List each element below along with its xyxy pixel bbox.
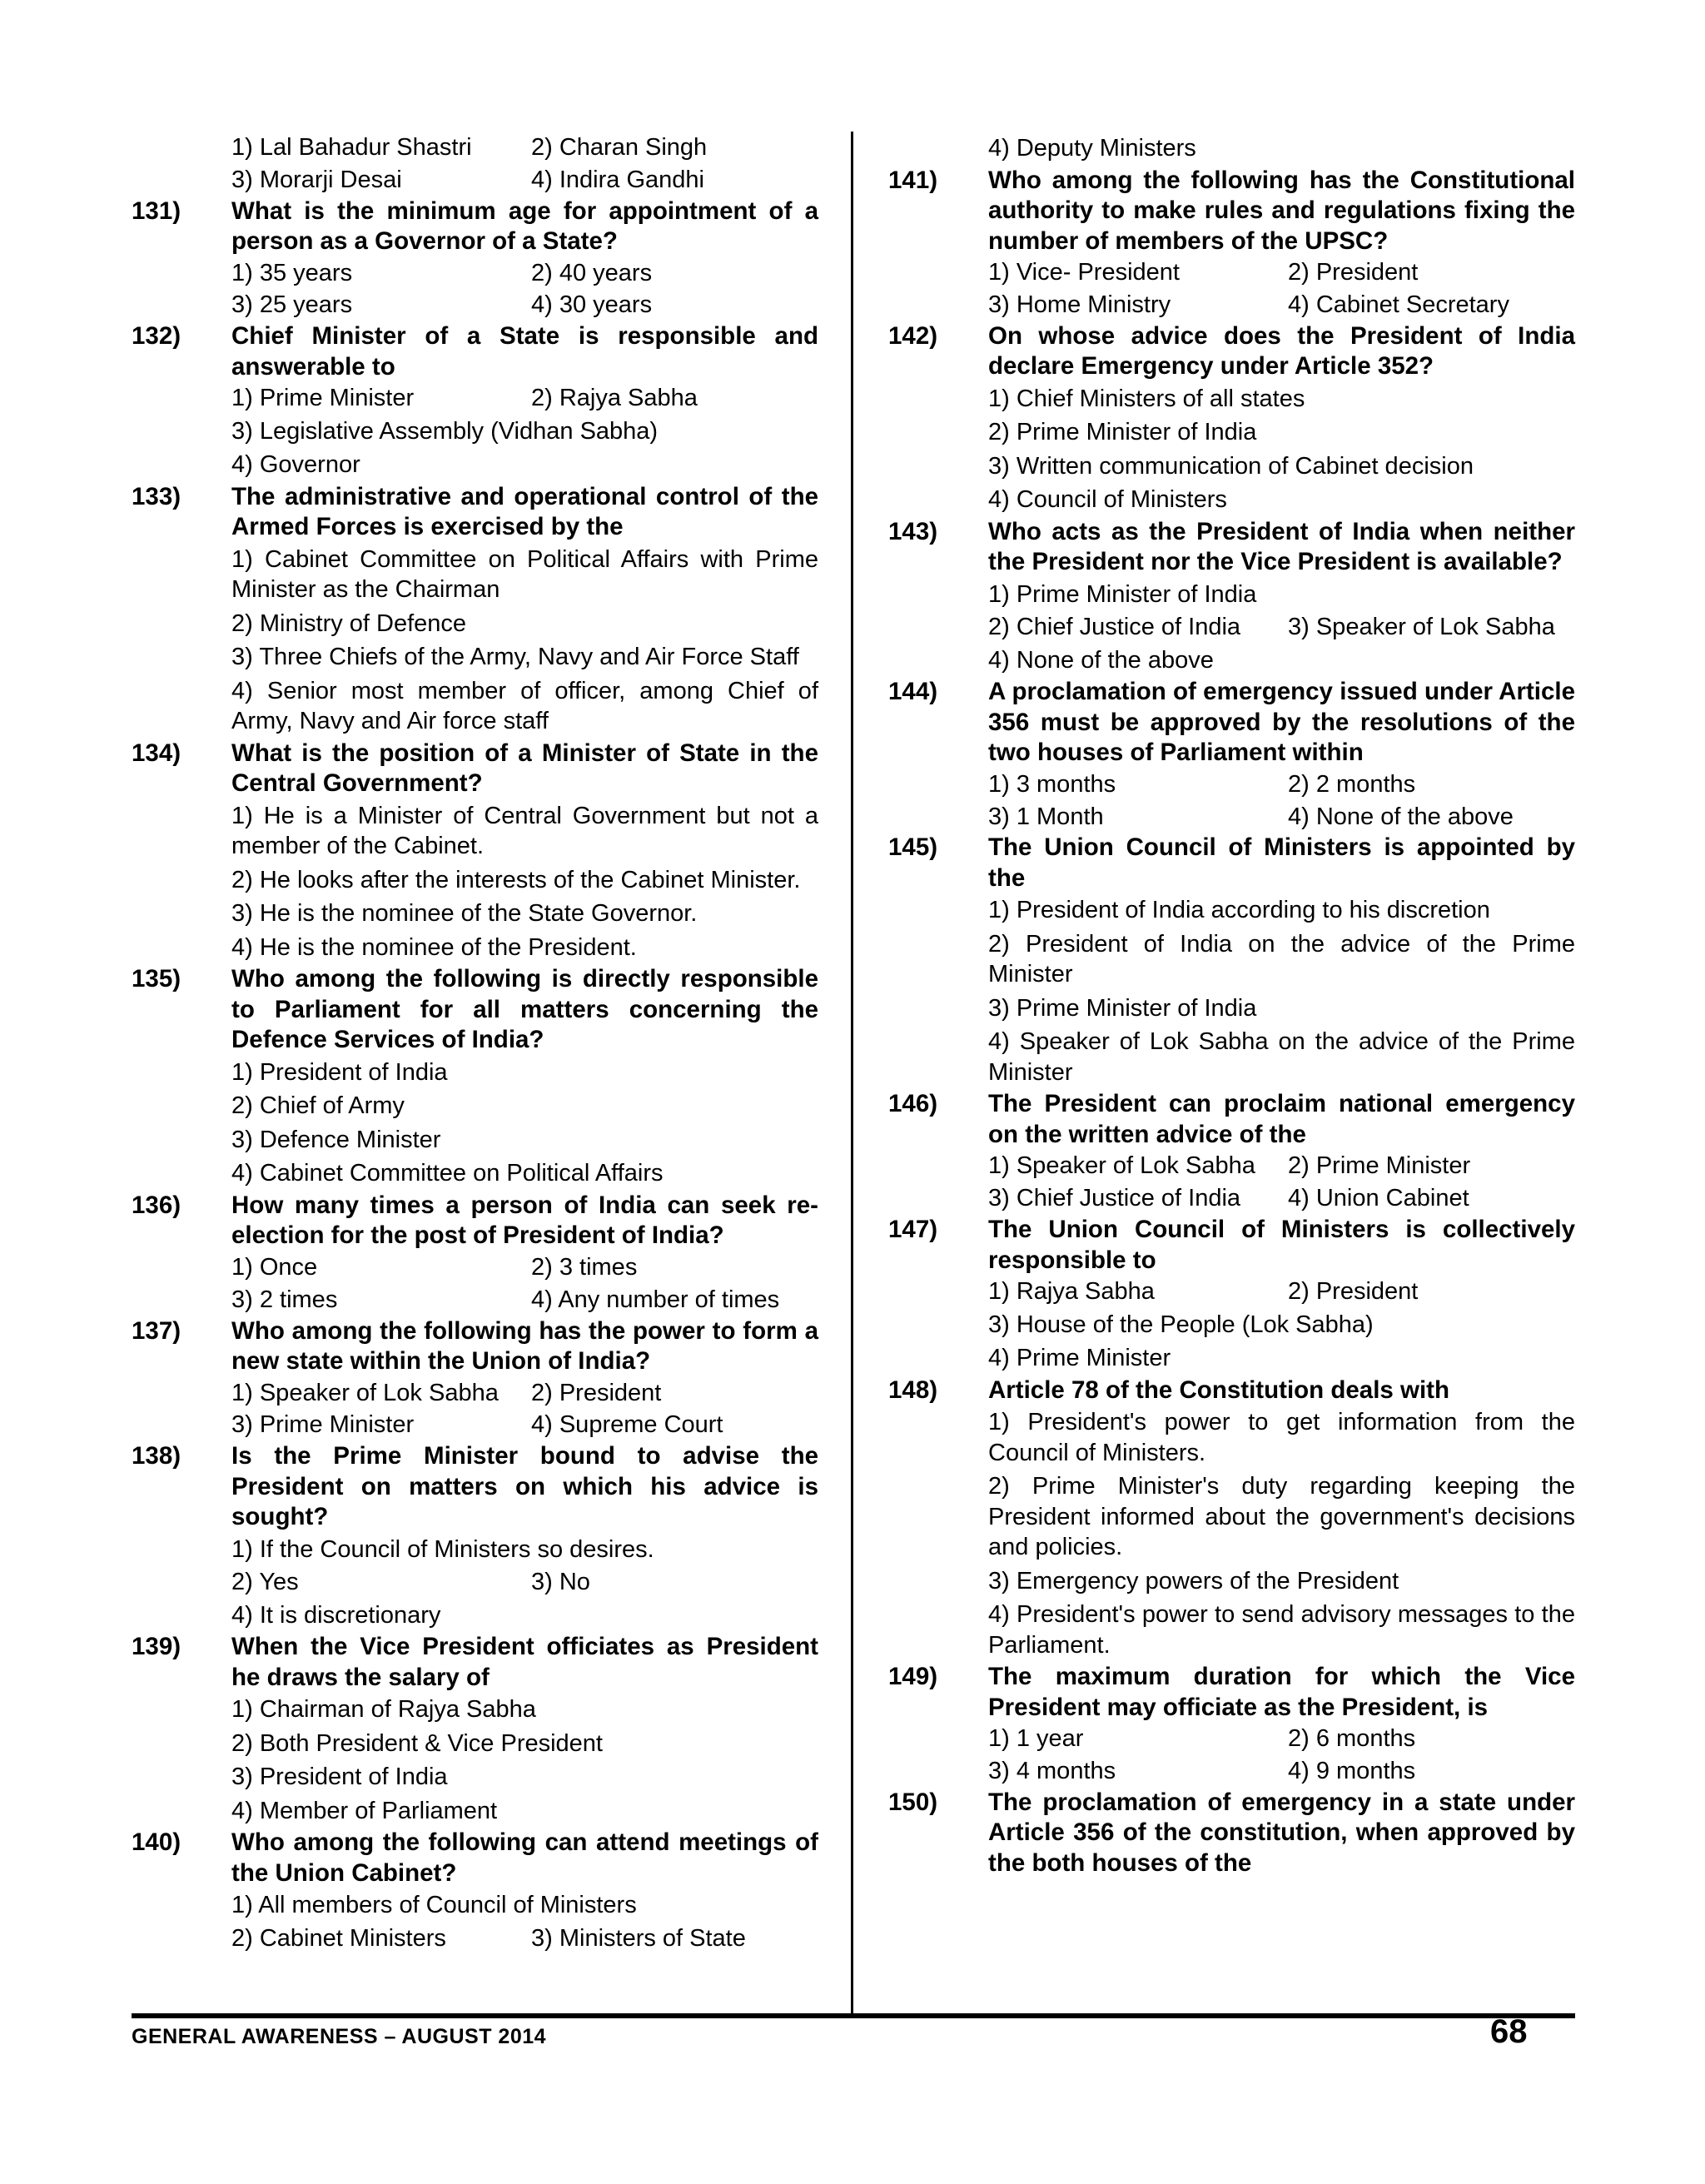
option: 2) 2 months bbox=[1288, 770, 1416, 798]
option: 4) President's power to send advisory messages to the Parliament. bbox=[988, 1601, 1575, 1659]
option: 2) Prime Minister of India bbox=[988, 419, 1257, 446]
option: 3) Written communication of Cabinet decision bbox=[988, 452, 1474, 480]
question-134 bbox=[132, 739, 818, 965]
question-number: 135) bbox=[132, 965, 181, 993]
question-138 bbox=[132, 1441, 818, 1632]
question-147 bbox=[888, 1215, 1575, 1376]
question-text: Article 78 of the Constitution deals with bbox=[988, 1376, 1449, 1404]
option: 3) President of India bbox=[231, 1764, 448, 1791]
option: 3) Defence Minister bbox=[231, 1126, 441, 1153]
question-150 bbox=[888, 1788, 1575, 1879]
option-row bbox=[988, 1755, 1575, 1788]
option: 2) Prime Minister bbox=[1288, 1152, 1471, 1180]
option: 4) Cabinet Committee on Political Affairs bbox=[231, 1160, 664, 1187]
option: 1) Prime Minister of India bbox=[988, 580, 1257, 608]
footer-rule bbox=[132, 2013, 1575, 2018]
option-row bbox=[988, 1723, 1575, 1755]
option: 4) Senior most member of officer, among Chief of Army, Navy and Air force staff bbox=[231, 677, 818, 735]
option-row bbox=[231, 289, 818, 321]
question-text: Who among the following has the Constitutional authority to make rules and regulations fixing the number of members of the UPSC? bbox=[988, 166, 1575, 255]
question-text: Is the Prime Minister bound to advise the President on matters on which his advice is sought? bbox=[231, 1442, 818, 1531]
option: 2) Both President & Vice President bbox=[231, 1729, 603, 1757]
option: 4) Supreme Court bbox=[531, 1411, 723, 1439]
question-text: Who among the following can attend meetings of the Union Cabinet? bbox=[231, 1828, 818, 1887]
left-column bbox=[132, 132, 818, 1955]
option: 1) Speaker of Lok Sabha bbox=[231, 1379, 499, 1406]
question-text: A proclamation of emergency issued under Article 356 must be approved by the resolutions of the two houses of Parliament within bbox=[988, 678, 1575, 767]
option-row bbox=[231, 164, 818, 197]
option: 1) Chief Ministers of all states bbox=[988, 385, 1305, 412]
question-text: The Union Council of Ministers is collectively responsible to bbox=[988, 1216, 1575, 1274]
option: 3) 4 months bbox=[988, 1758, 1116, 1785]
option-list bbox=[231, 1533, 818, 1567]
option: 3) House of the People (Lok Sabha) bbox=[988, 1311, 1374, 1338]
option: 4) Deputy Ministers bbox=[988, 135, 1196, 162]
option: 2) President bbox=[531, 1379, 662, 1406]
option: 4) Union Cabinet bbox=[1288, 1185, 1469, 1212]
option: 4) Prime Minister bbox=[988, 1345, 1171, 1372]
question-number: 142) bbox=[888, 321, 938, 350]
option: 1) All members of Council of Ministers bbox=[231, 1892, 637, 1919]
option: 4) None of the above bbox=[988, 646, 1214, 674]
option: 1) Vice- President bbox=[988, 259, 1180, 286]
option-list bbox=[988, 893, 1575, 1089]
option: 4) Indira Gandhi bbox=[531, 166, 704, 193]
option-list bbox=[988, 382, 1575, 517]
question-text: On whose advice does the President of India declare Emergency under Article 352? bbox=[988, 321, 1575, 381]
option: 4) 30 years bbox=[531, 291, 653, 319]
option: 1) Lal Bahadur Shastri bbox=[231, 134, 472, 161]
option-list bbox=[988, 578, 1575, 612]
question-145 bbox=[888, 833, 1575, 1089]
option: 2) Ministry of Defence bbox=[231, 609, 467, 637]
option: 1) President of India according to his discretion bbox=[988, 897, 1490, 924]
option: 1) 3 months bbox=[988, 770, 1116, 798]
option-list bbox=[988, 1308, 1575, 1376]
question-number: 146) bbox=[888, 1090, 938, 1118]
question-number: 131) bbox=[132, 197, 181, 225]
question-131 bbox=[132, 197, 818, 322]
question-number: 136) bbox=[132, 1191, 181, 1219]
question-number: 148) bbox=[888, 1376, 938, 1404]
option: 3) He is the nominee of the State Governor. bbox=[231, 900, 698, 928]
option: 3) 25 years bbox=[231, 291, 353, 319]
option: 1) He is a Minister of Central Government but not a member of the Cabinet. bbox=[231, 802, 818, 860]
option: 4) It is discretionary bbox=[231, 1601, 441, 1629]
option: 4) Speaker of Lok Sabha on the advice of the Prime Minister bbox=[988, 1028, 1575, 1086]
option: 2) 6 months bbox=[1288, 1725, 1416, 1753]
option: 4) Any number of times bbox=[531, 1286, 780, 1313]
option: 3) Home Ministry bbox=[988, 291, 1171, 318]
option: 4) He is the nominee of the President. bbox=[231, 933, 637, 961]
option-row bbox=[988, 801, 1575, 833]
question-140-continuation bbox=[888, 132, 1575, 166]
question-137 bbox=[132, 1316, 818, 1442]
question-135 bbox=[132, 964, 818, 1191]
option: 1) Rajya Sabha bbox=[988, 1278, 1155, 1306]
option: 2) President of India on the advice of the Prime Minister bbox=[988, 930, 1575, 988]
option-row bbox=[988, 611, 1575, 644]
footer-title: GENERAL AWARENESS – AUGUST 2014 bbox=[132, 2025, 547, 2048]
question-number: 147) bbox=[888, 1216, 938, 1244]
question-text: The administrative and operational control of the Armed Forces is exercised by the bbox=[231, 482, 818, 541]
option-list bbox=[231, 415, 818, 482]
question-text: How many times a person of India can seek re-election for the post of President of India? bbox=[231, 1191, 818, 1250]
option: 3) Speaker of Lok Sabha bbox=[1288, 614, 1555, 641]
question-number: 137) bbox=[132, 1316, 181, 1345]
question-text: Who among the following is directly responsible to Parliament for all matters concerning the Defence Services of India? bbox=[231, 965, 818, 1054]
question-142 bbox=[888, 321, 1575, 517]
option-row bbox=[231, 257, 818, 290]
option: 1) Chairman of Rajya Sabha bbox=[231, 1696, 536, 1724]
option-list bbox=[231, 543, 818, 739]
question-132 bbox=[132, 321, 818, 482]
option-list bbox=[231, 1888, 818, 1923]
option: 2) 40 years bbox=[531, 259, 653, 286]
option: 4) Governor bbox=[231, 451, 360, 479]
question-number: 143) bbox=[888, 517, 938, 545]
question-number: 149) bbox=[888, 1663, 938, 1691]
option: 2) President bbox=[1288, 259, 1419, 286]
option-row bbox=[988, 256, 1575, 289]
question-number: 140) bbox=[132, 1828, 181, 1857]
option: 3) Morarji Desai bbox=[231, 166, 402, 193]
right-column bbox=[888, 132, 1575, 1878]
question-text: Chief Minister of a State is responsible and answerable to bbox=[231, 322, 818, 381]
option-list bbox=[988, 1405, 1575, 1662]
option-row bbox=[231, 1251, 818, 1284]
question-number: 144) bbox=[888, 678, 938, 706]
question-140 bbox=[132, 1828, 818, 1954]
option-list bbox=[231, 1056, 818, 1191]
option-row bbox=[231, 1923, 818, 1955]
option-list bbox=[231, 1693, 818, 1828]
question-text: What is the position of a Minister of State in the Central Government? bbox=[231, 739, 818, 798]
option: 3) Prime Minister bbox=[231, 1411, 415, 1439]
option: 1) Speaker of Lok Sabha bbox=[988, 1152, 1255, 1180]
option: 2) Prime Minister's duty regarding keeping the President informed about the government's decisions and policies. bbox=[988, 1473, 1575, 1561]
option: 1) President of India bbox=[231, 1058, 448, 1086]
option-row bbox=[988, 1276, 1575, 1308]
question-number: 134) bbox=[132, 739, 181, 767]
question-text: Who acts as the President of India when neither the President nor the Vice President is available? bbox=[988, 517, 1575, 576]
option-row bbox=[231, 1409, 818, 1441]
option-row bbox=[231, 132, 818, 164]
option-list bbox=[988, 132, 1575, 166]
question-number: 139) bbox=[132, 1633, 181, 1661]
option: 1) If the Council of Ministers so desires. bbox=[231, 1535, 654, 1563]
question-148 bbox=[888, 1376, 1575, 1663]
question-text: Who among the following has the power to form a new state within the Union of India? bbox=[231, 1316, 818, 1376]
question-number: 141) bbox=[888, 166, 938, 194]
option: 2) 3 times bbox=[531, 1253, 638, 1281]
option: 1) Once bbox=[231, 1253, 318, 1281]
option-list bbox=[231, 799, 818, 965]
option-row bbox=[231, 1284, 818, 1316]
question-text: When the Vice President officiates as President he draws the salary of bbox=[231, 1633, 818, 1691]
question-149 bbox=[888, 1662, 1575, 1788]
option: 3) 2 times bbox=[231, 1286, 338, 1313]
question-number: 132) bbox=[132, 322, 181, 351]
option-list bbox=[988, 644, 1575, 678]
option: 2) President bbox=[1288, 1278, 1419, 1306]
option: 3) Ministers of State bbox=[531, 1924, 746, 1952]
option: 4) 9 months bbox=[1288, 1758, 1416, 1785]
option: 3) No bbox=[531, 1569, 590, 1596]
option-row bbox=[988, 1150, 1575, 1182]
option: 2) Chief Justice of India bbox=[988, 614, 1241, 641]
option-row bbox=[988, 289, 1575, 321]
option: 4) Cabinet Secretary bbox=[1288, 291, 1509, 318]
option: 2) He looks after the interests of the Cabinet Minister. bbox=[231, 866, 801, 893]
question-144 bbox=[888, 677, 1575, 833]
option-list bbox=[231, 1599, 818, 1633]
option: 2) Cabinet Ministers bbox=[231, 1924, 446, 1952]
option: 1) Cabinet Committee on Political Affairs with Prime Minister as the Chairman bbox=[231, 545, 818, 604]
question-number: 145) bbox=[888, 833, 938, 862]
option: 3) Legislative Assembly (Vidhan Sabha) bbox=[231, 417, 659, 445]
option-row bbox=[231, 1566, 818, 1599]
option-row bbox=[231, 1377, 818, 1410]
question-text: The Union Council of Ministers is appointed by the bbox=[988, 833, 1575, 892]
option: 4) None of the above bbox=[1288, 803, 1514, 830]
question-130-continuation bbox=[132, 132, 818, 197]
option: 4) Council of Ministers bbox=[988, 486, 1227, 514]
option: 3) Chief Justice of India bbox=[988, 1185, 1241, 1212]
question-136 bbox=[132, 1191, 818, 1316]
option: 2) Charan Singh bbox=[531, 134, 708, 161]
question-number: 138) bbox=[132, 1442, 181, 1470]
question-number: 133) bbox=[132, 482, 181, 510]
option: 2) Yes bbox=[231, 1569, 299, 1596]
page-number: 68 bbox=[1490, 2013, 1528, 2050]
option: 3) 1 Month bbox=[988, 803, 1104, 830]
option: 4) Member of Parliament bbox=[231, 1797, 498, 1824]
question-143 bbox=[888, 517, 1575, 678]
question-139 bbox=[132, 1632, 818, 1828]
option: 3) Three Chiefs of the Army, Navy and Air Force Staff bbox=[231, 644, 799, 671]
question-text: The President can proclaim national emergency on the written advice of the bbox=[988, 1090, 1575, 1148]
option: 2) Rajya Sabha bbox=[531, 385, 698, 412]
option: 1) President's power to get information from the Council of Ministers. bbox=[988, 1409, 1575, 1466]
option-row bbox=[231, 382, 818, 415]
question-text: The maximum duration for which the Vice President may officiate as the President, is bbox=[988, 1663, 1575, 1721]
option: 1) 35 years bbox=[231, 259, 353, 286]
question-133 bbox=[132, 482, 818, 739]
option: 1) 1 year bbox=[988, 1725, 1084, 1753]
question-text: What is the minimum age for appointment of a person as a Governor of a State? bbox=[231, 197, 818, 256]
question-number: 150) bbox=[888, 1788, 938, 1816]
question-141 bbox=[888, 166, 1575, 321]
option-row bbox=[988, 1182, 1575, 1215]
option: 3) Prime Minister of India bbox=[988, 994, 1257, 1022]
option-row bbox=[988, 769, 1575, 801]
column-divider bbox=[851, 132, 853, 2015]
option: 2) Chief of Army bbox=[231, 1092, 405, 1120]
question-146 bbox=[888, 1089, 1575, 1215]
question-text: The proclamation of emergency in a state under Article 356 of the constitution, when approved by the both houses of the bbox=[988, 1788, 1575, 1877]
option: 3) Emergency powers of the President bbox=[988, 1567, 1399, 1594]
option: 1) Prime Minister bbox=[231, 385, 415, 412]
